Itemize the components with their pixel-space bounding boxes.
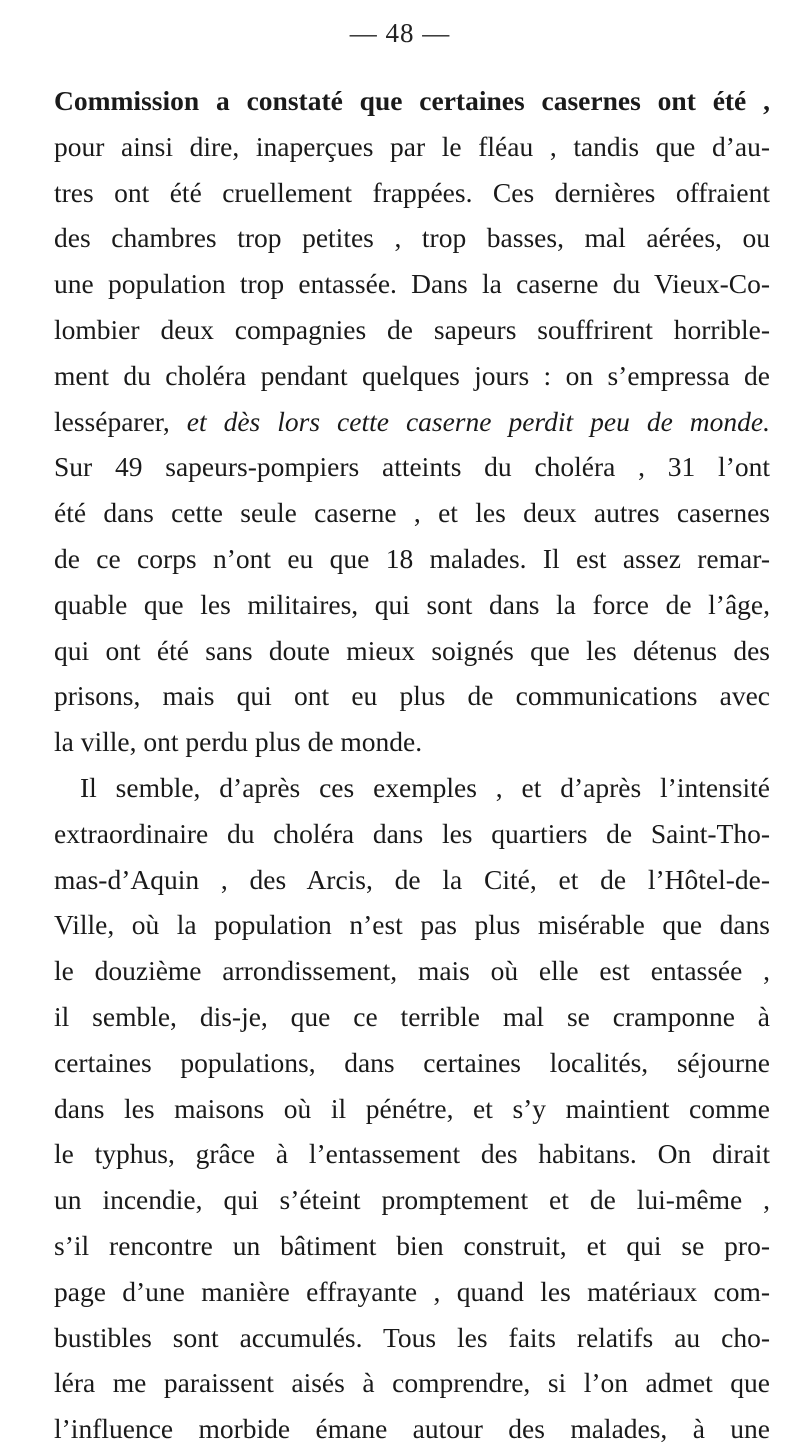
text-line: dans les maisons où il pénétre, et s’y maintient comme [54, 1092, 770, 1124]
text-line: le typhus, grâce à l’entassement des habitans. On dirait [54, 1138, 770, 1170]
text-line: léra me paraissent aisés à comprendre, si l’on admet que [54, 1367, 770, 1399]
text-line: mas-d’Aquin , des Arcis, de la Cité, et de l’Hôtel-de- [54, 863, 770, 895]
text-line: pour ainsi dire, inaperçues par le fléau , tandis que d’au- [54, 130, 770, 162]
text-line-with-italic [54, 399, 770, 445]
text-line: la ville, ont perdu plus de monde. [54, 726, 423, 758]
text-line: bustibles sont accumulés. Tous les faits relatifs au cho- [54, 1321, 770, 1353]
text-line: lombier deux compagnies de sapeurs souffrirent horrible- [54, 313, 770, 345]
text-line: Il semble, d’après ces exemples , et d’après l’intensité [80, 771, 770, 803]
text-line: extraordinaire du choléra dans les quartiers de Saint-Tho- [54, 817, 770, 849]
text-line: une population trop entassée. Dans la caserne du Vieux-Co- [54, 268, 770, 300]
text-line: l’influence morbide émane autour des malades, à une [54, 1413, 770, 1445]
text-line-start: lesséparer, [54, 405, 170, 437]
text-line: des chambres trop petites , trop basses, mal aérées, ou [54, 222, 770, 254]
text-line: il semble, dis-je, que ce terrible mal se cramponne à [54, 1000, 770, 1032]
text-line: tres ont été cruellement frappées. Ces dernières offraient [54, 176, 770, 208]
text-line: Sur 49 sapeurs-pompiers atteints du choléra , 31 l’ont [54, 451, 770, 483]
text-line: Ville, où la population n’est pas plus misérable que dans [54, 909, 770, 941]
text-line: quable que les militaires, qui sont dans la force de l’âge, [54, 588, 770, 620]
text-line: prisons, mais qui ont eu plus de communications avec [54, 680, 770, 712]
text-line: un incendie, qui s’éteint promptement et de lui-même , [54, 1184, 770, 1216]
text-line: certaines populations, dans certaines localités, séjourne [54, 1046, 770, 1078]
italic-phrase: et dès lors cette caserne perdit peu de monde. [186, 405, 770, 437]
text-line: Commission a constaté que certaines casernes ont été , [54, 85, 770, 116]
text-line: le douzième arrondissement, mais où elle est entassée , [54, 955, 770, 987]
page-number: — 48 — [349, 18, 451, 48]
text-line: de ce corps n’ont eu que 18 malades. Il est assez remar- [54, 542, 770, 574]
text-line: été dans cette seule caserne , et les deux autres casernes [54, 497, 770, 529]
body-text [54, 78, 770, 1452]
text-line: s’il rencontre un bâtiment bien construit, et qui se pro- [54, 1229, 770, 1261]
text-line: qui ont été sans doute mieux soignés que les détenus des [54, 634, 770, 666]
text-line: ment du choléra pendant quelques jours : on s’empressa de [54, 359, 770, 391]
text-line: page d’une manière effrayante , quand les matériaux com- [54, 1275, 770, 1307]
